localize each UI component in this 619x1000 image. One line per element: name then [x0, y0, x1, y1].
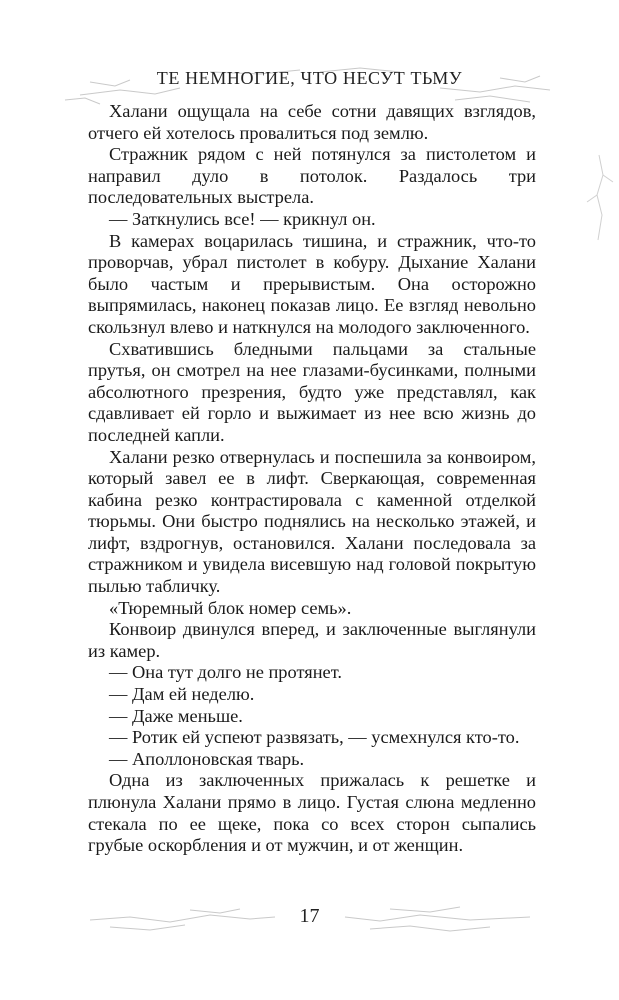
paragraph: Халани ощущала на себе сотни давящих взглядов, отчего ей хотелось провалиться под землю.: [88, 101, 536, 143]
margin-crack-ornament: [569, 150, 619, 250]
paragraph: Халани резко отвернулась и поспешила за конвоиром, который завел ее в лифт. Сверкающая, современная кабина резко контрастировала с каменной отделкой тюрьмы. Они быстро поднялись на несколько этажей, и лифт, вздрогнув, остановился. Халани последовала за стражником и увидела висевшую над головой покрытую пылью табличку.: [88, 446, 536, 597]
paragraph: Одна из заключенных прижалась к решетке и плюнула Халани прямо в лицо. Густая слюна медленно стекала по ее щеке, пока со всех сторон сыпались грубые оскорбления и от мужчин, и от женщин.: [88, 770, 536, 856]
paragraph: В камерах воцарилась тишина, и стражник, что-то проворчав, убрал пистолет в кобуру. Дыхание Халани было частым и прерывистым. Она осторожно выпрямилась, наконец показав лицо. Ее взгляд невольно скользнул влево и наткнулся на молодого заключенного.: [88, 230, 536, 337]
running-head: ТЕ НЕМНОГИЕ, ЧТО НЕСУТ ТЬМУ: [156, 68, 463, 88]
paragraph: Схватившись бледными пальцами за стальные прутья, он смотрел на нее глазами-бусинками, полными абсолютного презрения, будто уже представлял, как сдавливает ей горло и выжимает из нее всю жизнь до последней капли.: [88, 338, 536, 445]
paragraph: — Она тут долго не протянет.: [109, 662, 342, 683]
paragraph: — Даже меньше.: [109, 705, 243, 726]
paragraph: Конвоир двинулся вперед, и заключенные выглянули из камер.: [88, 619, 536, 661]
paragraph: — Заткнулись все! — крикнул он.: [109, 208, 376, 229]
body-text: [88, 101, 536, 857]
paragraph: — Аполлоновская тварь.: [109, 748, 305, 769]
page-number: 17: [299, 905, 320, 927]
paragraph: — Ротик ей успеют развязать, — усмехнулся кто-то.: [109, 727, 520, 748]
paragraph: «Тюремный блок номер семь».: [109, 597, 352, 618]
paragraph: Стражник рядом с ней потянулся за пистолетом и направил дуло в потолок. Раздалось три последовательных выстрела.: [88, 144, 536, 208]
paragraph: — Дам ей неделю.: [109, 684, 255, 705]
